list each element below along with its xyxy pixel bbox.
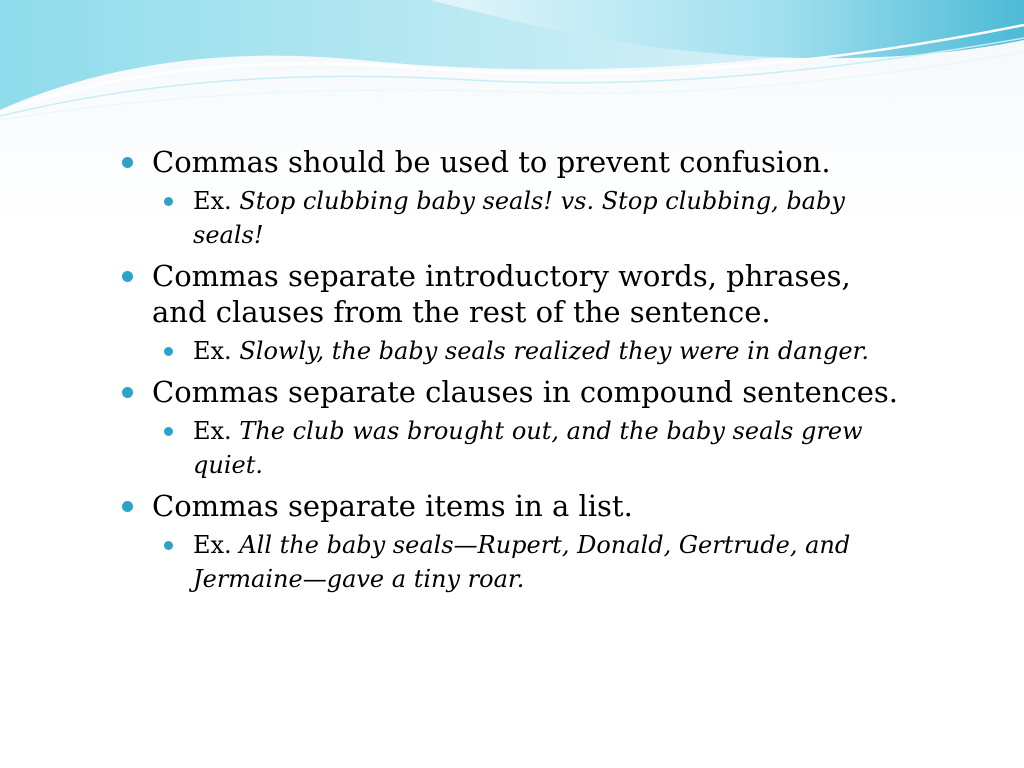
- bullet-item-3: [122, 374, 902, 410]
- bullet-text: Commas should be used to prevent confusion.: [152, 145, 831, 179]
- bullet-icon: [122, 157, 133, 168]
- sub-bullet-icon: [164, 347, 173, 356]
- example-prefix: Ex.: [193, 187, 232, 215]
- example-prefix: Ex.: [193, 417, 232, 445]
- example-text: Stop clubbing baby seals! vs. Stop clubbing, baby seals!: [193, 187, 845, 249]
- example-item-4: [164, 528, 902, 596]
- bullet-icon: [122, 501, 133, 512]
- bullet-text: Commas separate introductory words, phrases, and clauses from the rest of the sentence.: [152, 259, 851, 329]
- example-text: All the baby seals—Rupert, Donald, Gertrude, and Jermaine—gave a tiny roar.: [193, 531, 851, 593]
- bullet-list: [122, 138, 902, 600]
- example-item-1: [164, 184, 902, 252]
- sub-bullet-icon: [164, 541, 173, 550]
- wave-header-decoration: [0, 0, 1024, 130]
- bullet-text: Commas separate items in a list.: [152, 489, 633, 523]
- bullet-item-1: [122, 144, 902, 180]
- bullet-item-2: [122, 258, 902, 330]
- example-item-3: [164, 414, 902, 482]
- example-text: The club was brought out, and the baby seals grew quiet.: [193, 417, 863, 479]
- bullet-icon: [122, 271, 133, 282]
- bullet-text: Commas separate clauses in compound sentences.: [152, 375, 898, 409]
- example-text: Slowly, the baby seals realized they were in danger.: [239, 337, 869, 365]
- example-item-2: [164, 334, 902, 368]
- example-prefix: Ex.: [193, 337, 232, 365]
- bullet-icon: [122, 387, 133, 398]
- bullet-item-4: [122, 488, 902, 524]
- sub-bullet-icon: [164, 197, 173, 206]
- sub-bullet-icon: [164, 427, 173, 436]
- example-prefix: Ex.: [193, 531, 232, 559]
